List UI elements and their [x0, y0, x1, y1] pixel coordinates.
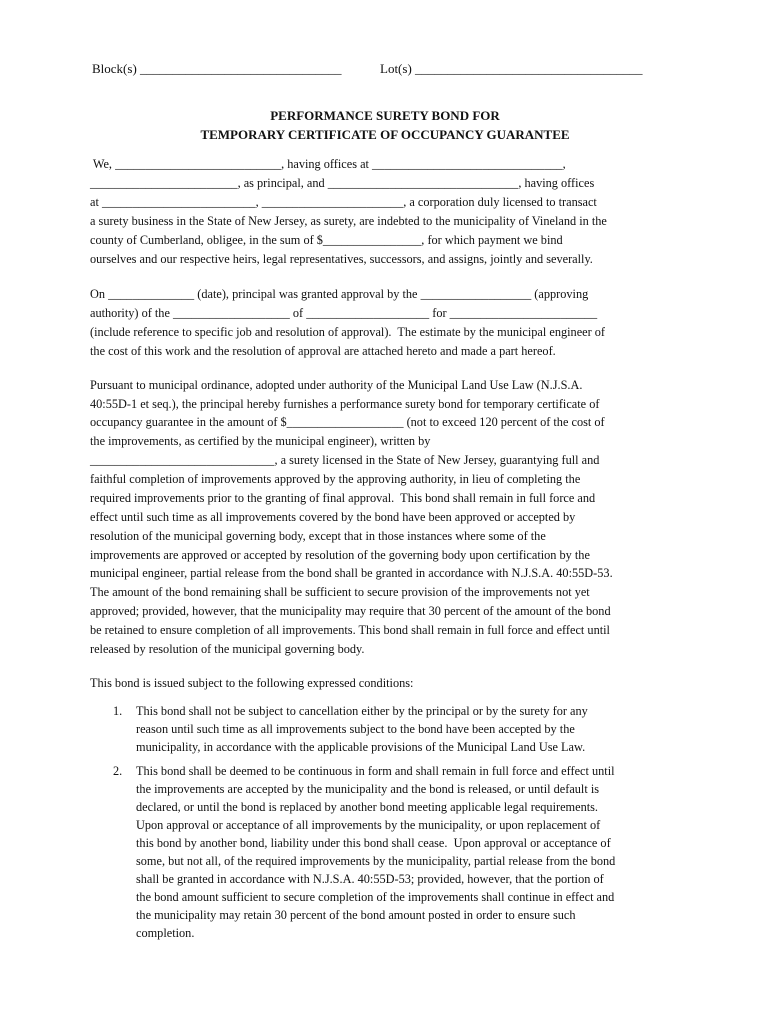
paragraph-line: municipal engineer, partial release from the bond shall be granted in accordance with N.J.S.A. 40:55D-53.: [90, 566, 613, 580]
title-line-2: TEMPORARY CERTIFICATE OF OCCUPANCY GUARANTEE: [200, 127, 570, 142]
condition-line: the improvements are accepted by the municipality and the bond is released, or until default is: [136, 782, 600, 796]
block-label: Block(s) _______________________________: [92, 61, 342, 76]
paragraph-line: (include reference to specific job and resolution of approval). The estimate by the municipal engineer of: [90, 325, 606, 339]
condition-line: Upon approval or acceptance of all improvements by the municipality, or upon replacement of: [136, 818, 601, 832]
paragraph-line: effect until such time as all improvements covered by the bond have been approved or accepted by: [90, 510, 576, 524]
paragraph-line: 40:55D-1 et seq.), the principal hereby furnishes a performance surety bond for temporary certificate of: [90, 397, 600, 411]
condition-line: declared, or until the bond is replaced by another bond meeting applicable legal requirements.: [136, 800, 598, 814]
title-line-1: PERFORMANCE SURETY BOND FOR: [270, 108, 500, 123]
condition-line: municipality, in accordance with the applicable provisions of the Municipal Land Use Law.: [136, 740, 586, 754]
paragraph-line: authority) of the ___________________ of ____________________ for ________________________: [90, 306, 598, 320]
paragraph-line: Pursuant to municipal ordinance, adopted under authority of the Municipal Land Use Law (N.J.S.A.: [90, 378, 583, 392]
paragraph-line: released by resolution of the municipal governing body.: [90, 642, 365, 656]
paragraph-line: improvements are approved or accepted by resolution of the governing body upon certification by the: [90, 548, 590, 562]
paragraph-line: required improvements prior to the granting of final approval. This bond shall remain in full force and: [90, 491, 596, 505]
conditions-intro: This bond is issued subject to the following expressed conditions:: [90, 676, 414, 690]
condition-line: some, but not all, of the required improvements by the municipality, partial release from the bond: [136, 854, 616, 868]
lot-label: Lot(s) ___________________________________: [380, 61, 643, 76]
paragraph-line: occupancy guarantee in the amount of $___________________ (not to exceed 120 percent of the cost of: [90, 415, 605, 429]
paragraph-line: be retained to ensure completion of all improvements. This bond shall remain in full force and effect until: [90, 623, 610, 637]
condition-line: the bond amount sufficient to secure completion of the improvements shall continue in effect and: [136, 890, 615, 904]
paragraph-line: The amount of the bond remaining shall be sufficient to secure provision of the improvements not yet: [90, 585, 590, 599]
paragraph-line: at _________________________, _______________________, a corporation duly licensed to transact: [90, 195, 597, 209]
condition-line: reason until such time as all improvements subject to the bond have been accepted by the: [136, 722, 575, 736]
paragraph-line: county of Cumberland, obligee, in the sum of $________________, for which payment we bind: [90, 233, 563, 247]
condition-line: the municipality may retain 30 percent of the bond amount posted in order to ensure such: [136, 908, 576, 922]
paragraph-line: On ______________ (date), principal was granted approval by the __________________ (approving: [90, 287, 589, 301]
condition-line: this bond by another bond, liability under this bond shall cease. Upon approval or acceptance of: [136, 836, 611, 850]
paragraph-line: ________________________, as principal, and _______________________________, having offices: [90, 176, 595, 190]
paragraph-line: ourselves and our respective heirs, legal representatives, successors, and assigns, jointly and severally.: [90, 252, 593, 266]
condition-line: completion.: [136, 926, 195, 940]
condition-number: 1.: [113, 704, 123, 718]
paragraph-line: resolution of the municipal governing body, except that in those instances where some of the: [90, 529, 546, 543]
paragraph-line: faithful completion of improvements approved by the approving authority, in lieu of completing the: [90, 472, 581, 486]
paragraph-line: the cost of this work and the resolution of approval are attached hereto and made a part hereof.: [90, 344, 556, 358]
paragraph-line: a surety business in the State of New Jersey, as surety, are indebted to the municipality of Vineland in the: [90, 214, 607, 228]
paragraph-line: ______________________________, a surety licensed in the State of New Jersey, guarantying full and: [90, 453, 600, 467]
condition-number: 2.: [113, 764, 123, 778]
paragraph-line: We, ___________________________, having offices at _______________________________,: [90, 157, 566, 171]
condition-line: This bond shall not be subject to cancellation either by the principal or by the surety for any: [136, 704, 588, 718]
condition-line: shall be granted in accordance with N.J.S.A. 40:55D-53; provided, however, that the portion of: [136, 872, 604, 886]
condition-line: This bond shall be deemed to be continuous in form and shall remain in full force and effect until: [136, 764, 615, 778]
paragraph-line: approved; provided, however, that the municipality may require that 30 percent of the amount of the bond: [90, 604, 611, 618]
paragraph-line: the improvements, as certified by the municipal engineer), written by: [90, 434, 431, 448]
